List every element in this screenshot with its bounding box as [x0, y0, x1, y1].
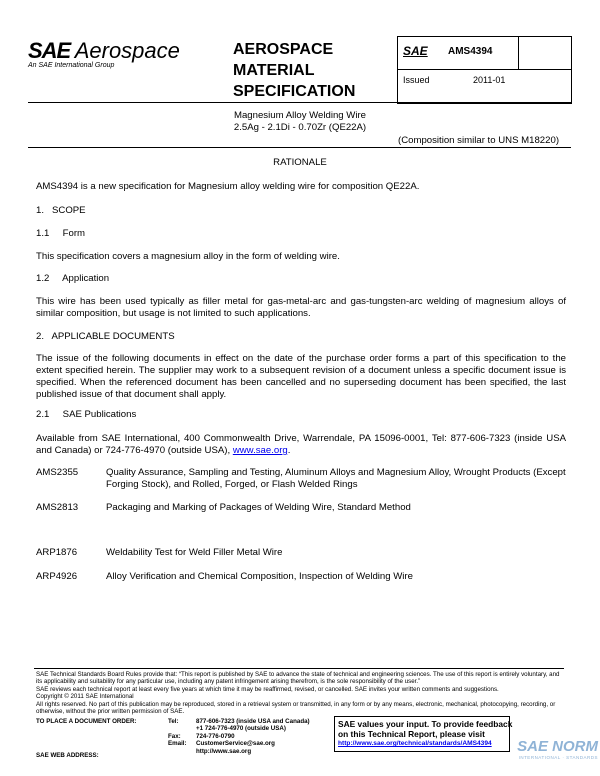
title-line-2: MATERIAL: [233, 62, 315, 79]
sae-publications-period: .: [287, 445, 291, 456]
composition-note: (Composition similar to UNS M18220): [398, 135, 560, 146]
rationale-text: AMS4394 is a new specification for Magnesium alloy welding wire for composition QE22A.: [36, 181, 420, 192]
document-type-title: [233, 39, 393, 102]
subtitle-rule-top: [28, 102, 571, 103]
footer-legal: [36, 671, 564, 715]
document-id: ARP1876: [36, 547, 78, 558]
subtitle-rule-bottom: [28, 147, 571, 148]
issued-label: Issued: [403, 75, 430, 85]
document-title: Packaging and Marking of Packages of Welding Wire, Standard Method: [106, 502, 411, 513]
document-id: AMS2355: [36, 467, 79, 478]
subtitle-line-2: 2.5Ag - 2.1Di - 0.70Zr (QE22A): [233, 122, 367, 133]
box-divider-vertical: [518, 36, 519, 70]
footer-rule: [34, 668, 564, 669]
section-2-1-heading: 2.1 SAE Publications: [36, 409, 137, 420]
fax-value: 724-776-0790: [196, 732, 235, 740]
watermark-text: SAE NORM: [517, 738, 598, 755]
section-1-heading: 1. SCOPE: [36, 205, 86, 216]
logo-subtitle: An SAE International Group: [28, 62, 115, 69]
subtitle-line-1: Magnesium Alloy Welding Wire: [233, 110, 367, 121]
section-2-heading: 2. APPLICABLE DOCUMENTS: [36, 331, 175, 342]
section-2-1-text: [36, 433, 566, 457]
document-title: Quality Assurance, Sampling and Testing, Aluminum Alloys and Magnesium Alloy, Wrought Products (Except Forging Stock), and Rolled, Forged, or Flash Welded Rings: [106, 467, 566, 490]
tel-value: 877-606-7323 (inside USA and Canada): [196, 718, 310, 725]
feedback-line-2: on this Technical Report, please visit: [338, 729, 485, 739]
order-contacts: [168, 718, 348, 755]
section-2-text: The issue of the following documents in effect on the date of the purchase order forms a part of this specification to the extent specified herein. The supplier may work to a subsequent revision of a document unless a specific document issue is specified. When the referenced document has been cancelled and no superseding document has been specified, the last published issue of that document shall apply.: [36, 353, 566, 400]
title-line-1: AEROSPACE: [233, 41, 334, 58]
watermark-subtext: INTERNATIONAL · STANDARDS: [518, 755, 598, 760]
logo-sae-text: SAE: [28, 38, 71, 63]
issued-date: 2011-01: [473, 75, 506, 85]
section-1-1-text: This specification covers a magnesium alloy in the form of welding wire.: [36, 251, 340, 262]
title-line-3: SPECIFICATION: [233, 83, 356, 100]
document-id: AMS2813: [36, 502, 79, 513]
subtitle-block: [195, 110, 405, 134]
sae-publications-address: Available from SAE International, 400 Commonwealth Drive, Warrendale, PA 15096-0001, Tel: 877-606-7323 (inside USA and Canada) or 724-776-4970 (outside USA),: [36, 433, 566, 456]
feedback-link[interactable]: http://www.sae.org/technical/standards/AMS4394: [338, 740, 492, 747]
section-1-1-heading: 1.1 Form: [36, 228, 86, 239]
footer-copyright: Copyright © 2011 SAE International: [36, 693, 134, 701]
footer-review-text: SAE reviews each technical report at least every five years at which time it may be reaffirmed, revised, or cancelled. SAE invites your written comments and suggestions.: [36, 685, 499, 693]
email-value[interactable]: CustomerService@sae.org: [196, 740, 275, 748]
footer-rules-text: SAE Technical Standards Board Rules provide that: “This report is published by SAE to advance the state of technical and engineering sciences. The use of this report is entirely voluntary, and its applicability and suitability for any particular use, including any patent infringement arising therefrom, is the sole responsibility of the user.”: [36, 671, 560, 686]
tel-label: Tel:: [168, 718, 179, 725]
document-row-arp1876: [36, 547, 566, 559]
fax-label: Fax:: [168, 732, 181, 740]
document-title: Alloy Verification and Chemical Composition, Inspection of Welding Wire: [106, 571, 413, 582]
web-value[interactable]: http://www.sae.org: [196, 747, 252, 755]
email-label: Email:: [168, 740, 187, 748]
sae-small-logo: SAE: [403, 44, 428, 58]
doc-number: AMS4394: [448, 46, 493, 57]
sae-website-link[interactable]: www.sae.org: [232, 445, 288, 456]
web-address-label: SAE WEB ADDRESS:: [36, 752, 99, 759]
order-label: TO PLACE A DOCUMENT ORDER:: [36, 718, 137, 725]
sae-norm-watermark: [484, 738, 598, 774]
rationale-heading: RATIONALE: [273, 157, 327, 168]
document-row-ams2813: [36, 502, 566, 514]
box-divider-horizontal: [397, 69, 571, 70]
logo-aerospace-text: Aerospace: [74, 38, 180, 63]
document-id: ARP4926: [36, 571, 78, 582]
section-1-2-heading: 1.2 Application: [36, 273, 110, 284]
tel2-value: +1 724-776-4970 (outside USA): [196, 725, 286, 733]
document-title: Weldability Test for Weld Filler Metal Wire: [106, 547, 283, 558]
document-row-ams2355: [36, 467, 566, 491]
sae-aerospace-logo: [28, 38, 198, 78]
feedback-line-1: SAE values your input. To provide feedback: [338, 719, 513, 729]
document-row-arp4926: [36, 571, 566, 583]
section-1-2-text: This wire has been used typically as filler metal for gas-metal-arc and gas-tungsten-arc welding of magnesium alloys of similar composition, but usage is not limited to such applications.: [36, 296, 566, 319]
footer-rights-text: All rights reserved. No part of this publication may be reproduced, stored in a retrieval system or transmitted, in any form or by any means, electronic, mechanical, photocopying, recording, or otherwise, without the prior written permission of SAE.: [36, 700, 556, 716]
